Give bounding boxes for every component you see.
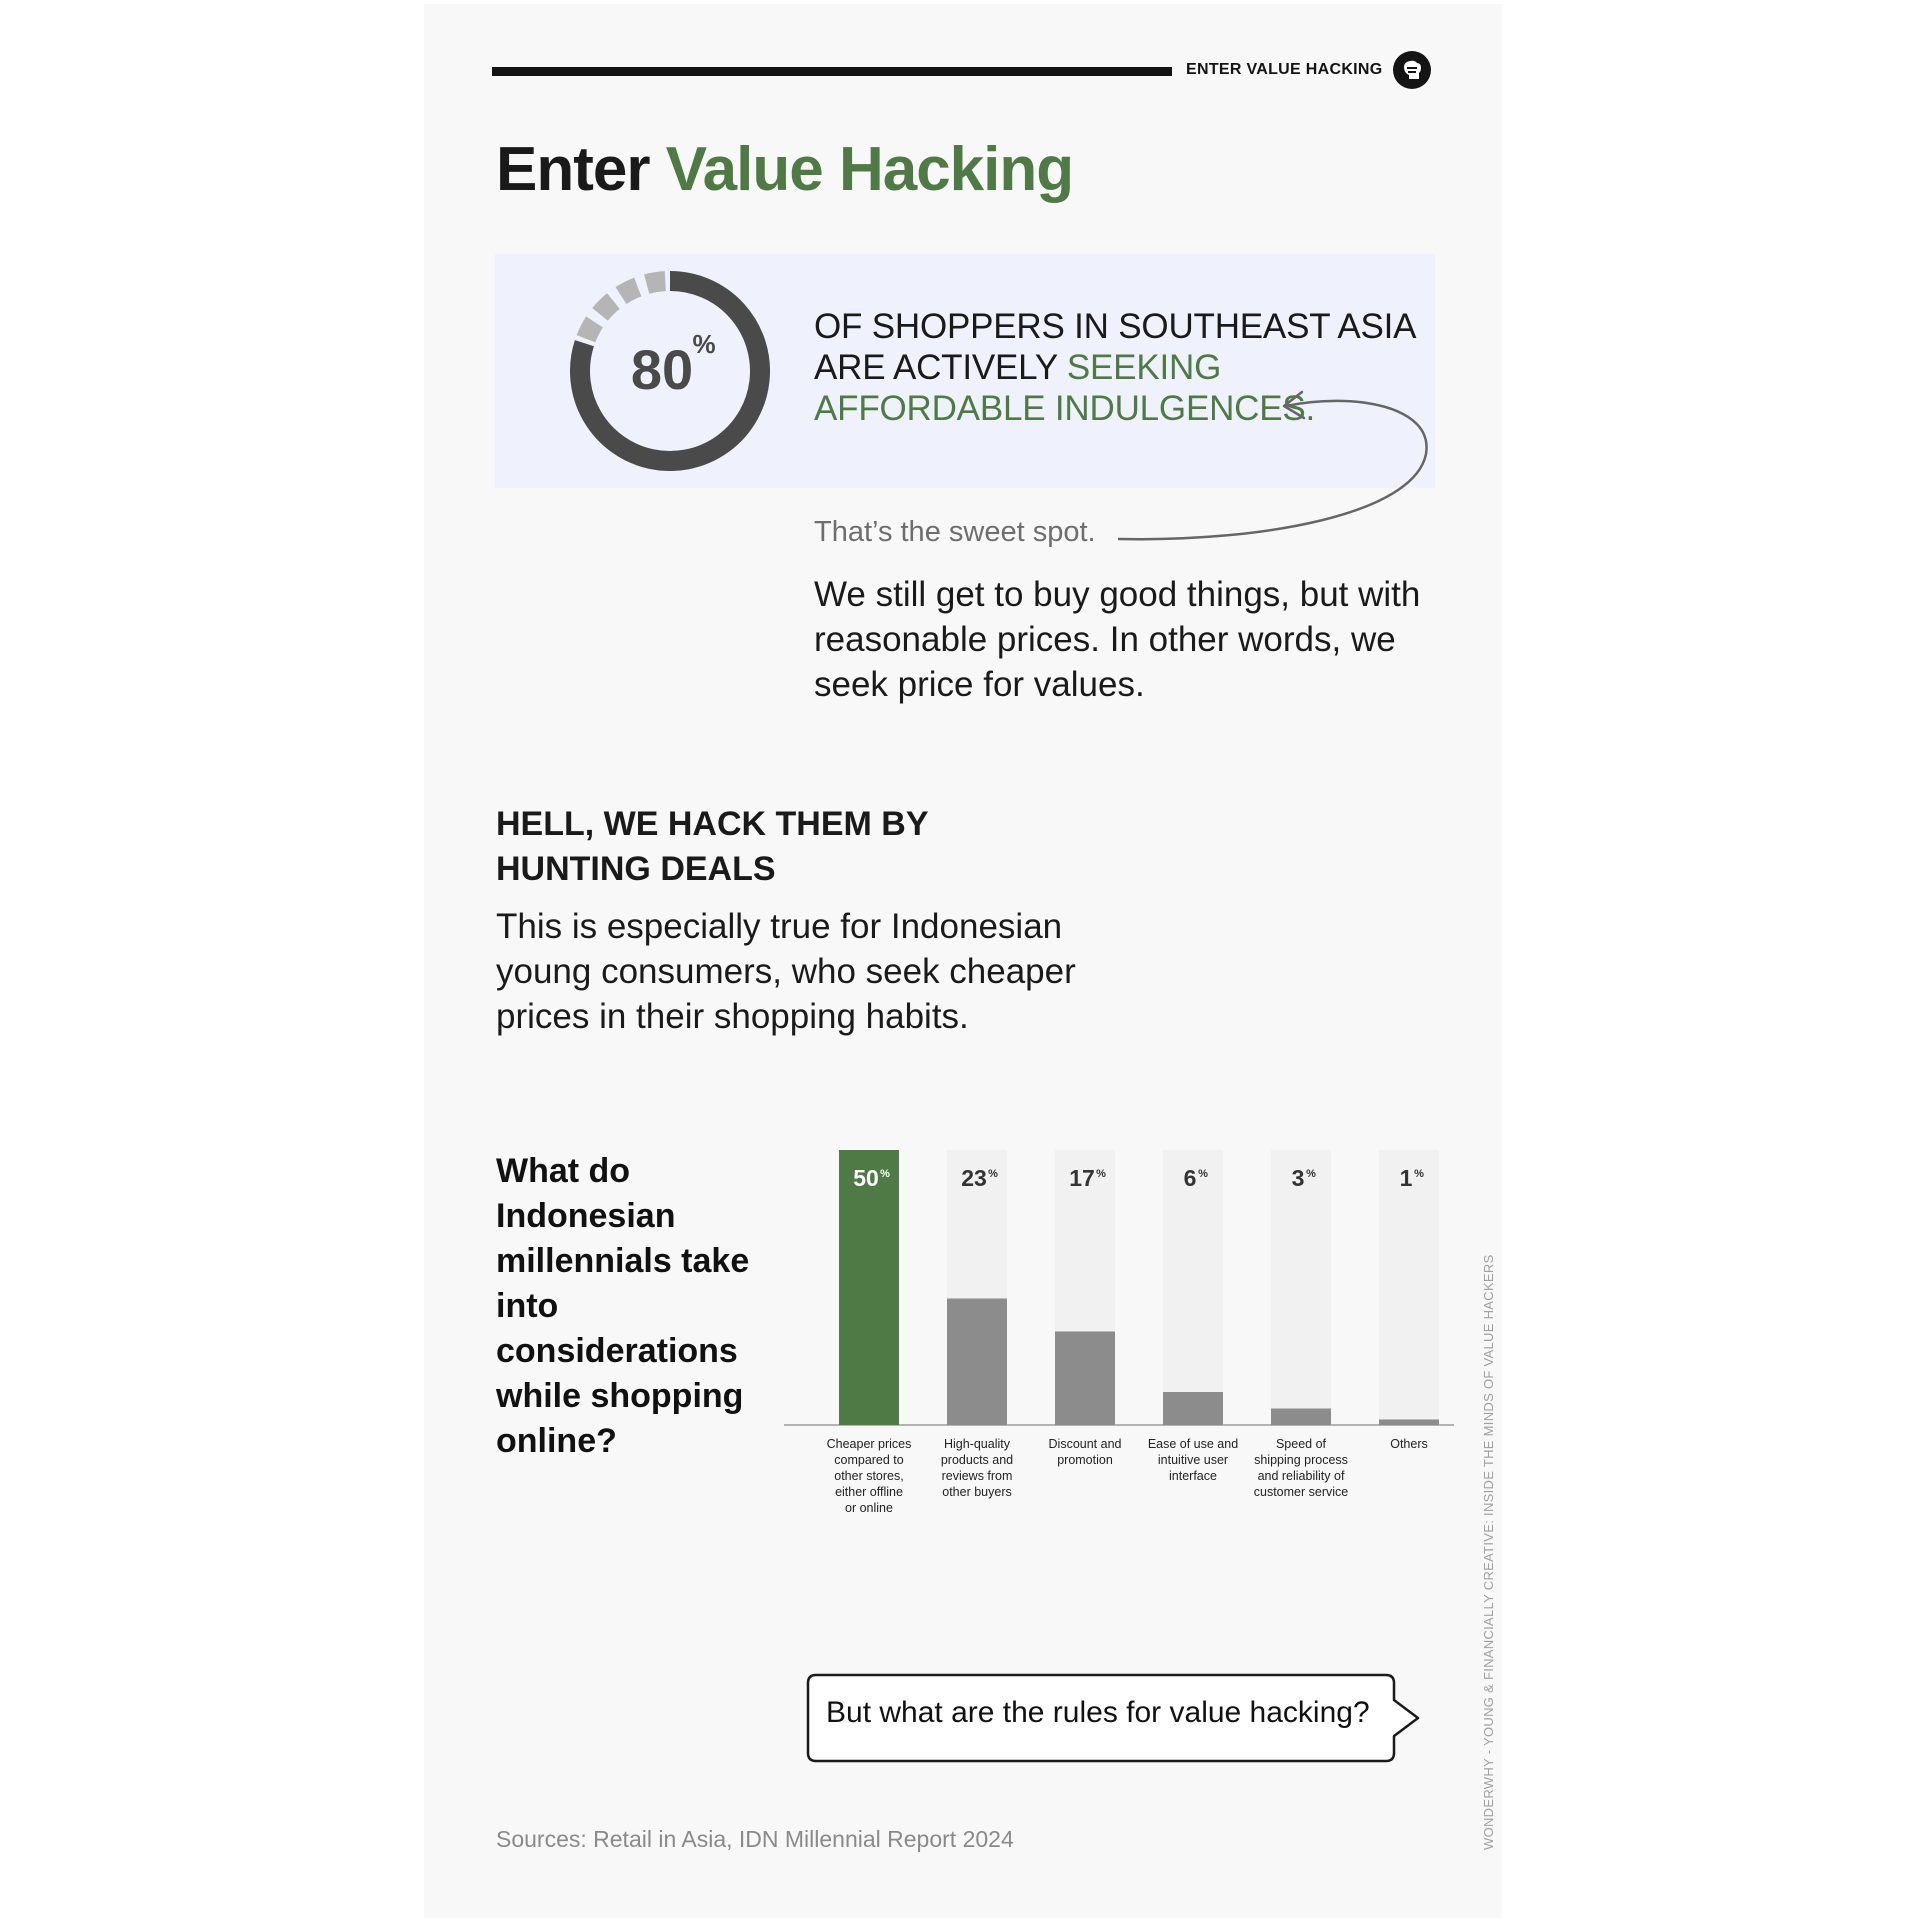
category-label: High-quality products and reviews from other buyers — [940, 1437, 1014, 1499]
side-credit: WONDERWHY - YOUNG & FINANCIALLY CREATIVE: INSIDE THE MINDS OF VALUE HACKERS — [1481, 1254, 1496, 1850]
bar-value-label: 50 — [853, 1165, 879, 1191]
infographic-card — [424, 4, 1502, 1918]
sources-note: Sources: Retail in Asia, IDN Millennial Report 2024 — [496, 1826, 1014, 1852]
bar-value-label: 3 — [1291, 1165, 1305, 1191]
donut-remainder-segment — [621, 287, 638, 296]
page-title — [496, 134, 1073, 205]
bar — [839, 1150, 899, 1425]
bar-value-label: 1 — [1399, 1165, 1413, 1191]
bar-value-unit: % — [988, 1168, 998, 1180]
bar-value-label: 17 — [1069, 1165, 1095, 1191]
bar — [1055, 1332, 1115, 1426]
curved-arrow-icon — [1114, 384, 1454, 544]
stat-donut — [570, 271, 770, 471]
header-rule — [492, 67, 1172, 76]
stat-unit: % — [692, 329, 716, 359]
donut-remainder-segment — [586, 322, 595, 339]
donut-remainder-segment — [600, 301, 613, 314]
bubble-question: But what are the rules for value hacking? — [826, 1696, 1370, 1729]
category-label: Speed of shipping process and reliability of customer service — [1253, 1437, 1349, 1499]
category-label: Discount and promotion — [1048, 1437, 1122, 1467]
bar — [1271, 1409, 1331, 1426]
category-label: Cheaper prices compared to other stores, either offline or online — [826, 1437, 912, 1515]
bar-value-unit: % — [1414, 1168, 1424, 1180]
bar-track — [1271, 1150, 1331, 1425]
stat-text-part1: OF SHOPPERS IN SOUTHEAST ASIA ARE ACTIVELY — [814, 307, 1415, 387]
bar-value-label: 23 — [961, 1165, 987, 1191]
bar-track — [1163, 1150, 1223, 1425]
bar-value-unit: % — [1198, 1168, 1208, 1180]
title-part1: Enter — [496, 135, 650, 204]
category-label: Others — [1390, 1437, 1428, 1451]
stat-value: 80 — [630, 338, 694, 401]
section-heading: HELL, WE HACK THEM BY HUNTING DEALS — [496, 805, 928, 888]
bar-value-unit: % — [880, 1168, 890, 1180]
bar-value-unit: % — [1306, 1168, 1316, 1180]
chart-question: What do Indonesian millennials take into considerations while shopping online? — [496, 1152, 750, 1460]
bar — [947, 1299, 1007, 1426]
bar-value-unit: % — [1096, 1168, 1106, 1180]
donut-remainder-segment — [647, 281, 666, 284]
bar — [1379, 1420, 1439, 1426]
body-paragraph-2: This is especially true for Indonesian young consumers, who seek cheaper prices in their shopping habits. — [496, 907, 1076, 1036]
bar-track — [1379, 1150, 1439, 1425]
stat-text-part2: SEEKING AFFORDABLE INDULGENCES. — [814, 348, 1316, 428]
category-label: Ease of use and intuitive user interface — [1147, 1437, 1239, 1483]
hand-fist-logo-icon — [1392, 50, 1432, 90]
bar-value-label: 6 — [1183, 1165, 1197, 1191]
body-paragraph-1: We still get to buy good things, but with reasonable prices. In other words, we seek price for values. — [814, 575, 1421, 704]
bar-chart — [784, 1144, 1454, 1524]
header-label: ENTER VALUE HACKING — [1186, 61, 1383, 78]
bar — [1163, 1392, 1223, 1425]
sweet-spot-caption: That’s the sweet spot. — [814, 516, 1096, 548]
title-part2: Value Hacking — [665, 135, 1074, 204]
